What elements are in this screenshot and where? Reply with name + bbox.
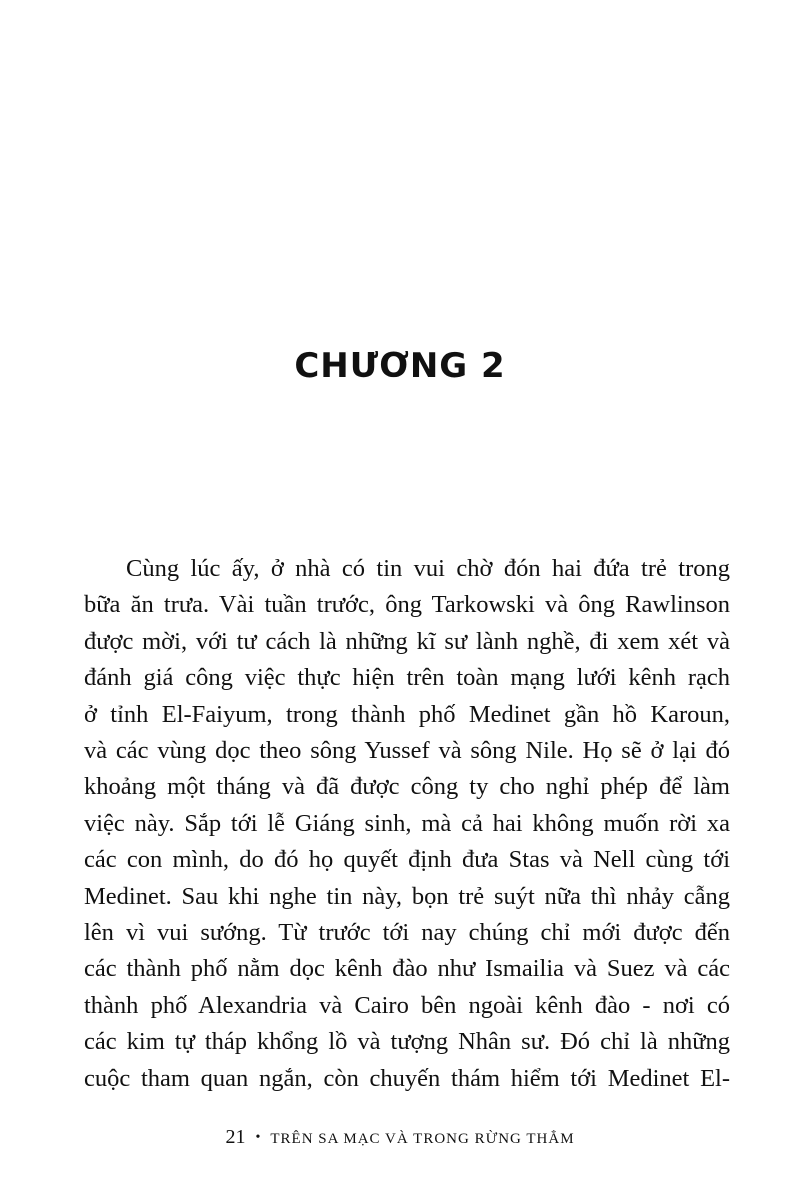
chapter-body (84, 551, 730, 1097)
body-line: thành phố Alexandria và Cairo bên ngoài kênh đào - nơi có (84, 991, 730, 1019)
body-line: khoảng một tháng và đã được công ty cho nghỉ phép để làm (84, 773, 730, 801)
body-line: các con mình, do đó họ quyết định đưa Stas và Nell cùng tới (84, 846, 730, 874)
body-line: cuộc tham quan ngắn, còn chuyến thám hiểm tới Medinet El- (84, 1064, 730, 1092)
chapter-title-text: CHƯƠNG 2 (294, 346, 506, 386)
body-line: bữa ăn trưa. Vài tuần trước, ông Tarkowski và ông Rawlinson (84, 591, 730, 619)
body-line: Medinet. Sau khi nghe tin này, bọn trẻ suýt nữa thì nhảy cẫng (84, 882, 730, 910)
page-number: 21 (225, 1126, 246, 1148)
body-line: các thành phố nằm dọc kênh đào như Ismailia và Suez và các (84, 955, 730, 983)
body-line: các kim tự tháp khổng lồ và tượng Nhân sư. Đó chỉ là những (84, 1028, 730, 1056)
running-book-title: TRÊN SA MẠC VÀ TRONG RỪNG THẲM (270, 1131, 575, 1147)
body-line: việc này. Sắp tới lễ Giáng sinh, mà cả hai không muốn rời xa (84, 809, 730, 837)
chapter-title (0, 346, 800, 387)
body-line: và các vùng dọc theo sông Yussef và sông Nile. Họ sẽ ở lại đó (84, 737, 730, 765)
page-footer (0, 1126, 800, 1149)
body-line: lên vì vui sướng. Từ trước tới nay chúng chỉ mới được đến (84, 919, 730, 947)
body-line: được mời, với tư cách là những kĩ sư lành nghề, đi xem xét và (84, 627, 730, 655)
body-line: đánh giá công việc thực hiện trên toàn mạng lưới kênh rạch (84, 664, 730, 692)
body-line: ở tỉnh El-Faiyum, trong thành phố Medinet gần hồ Karoun, (84, 700, 730, 728)
body-line: Cùng lúc ấy, ở nhà có tin vui chờ đón hai đứa trẻ trong (126, 555, 730, 582)
footer-separator: • (255, 1130, 261, 1145)
